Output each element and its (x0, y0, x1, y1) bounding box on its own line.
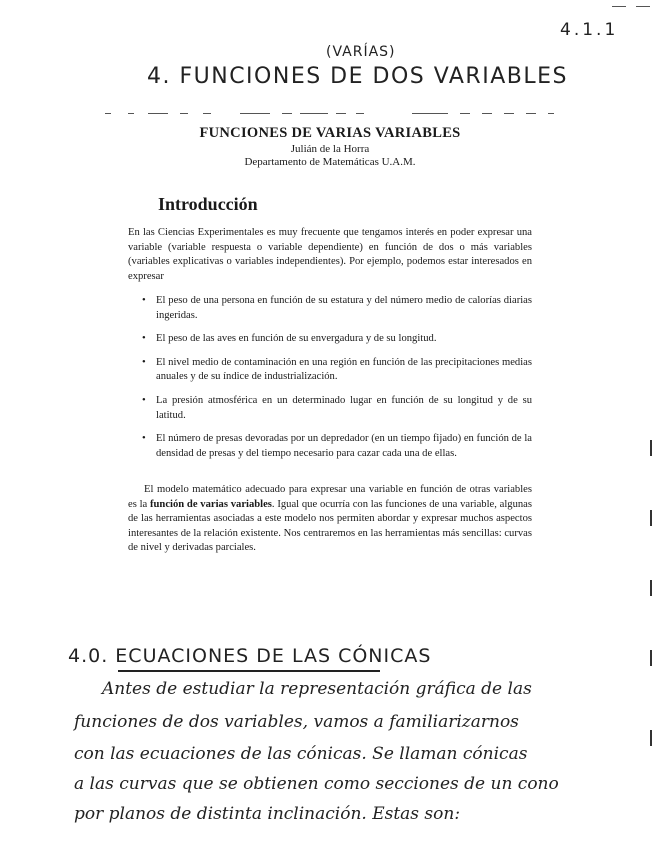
list-item: • El peso de una persona en función de su estatura y del número medio de calorías diarias ingeridas. (140, 294, 532, 323)
handwritten-line: por planos de distinta inclinación. Estas son: (74, 804, 461, 824)
list-item: • El número de presas devoradas por un depredador (en un tiempo fijado) en función de la densidad de presas y del tiempo necesario para cazar cada una de ellas. (140, 432, 532, 461)
handwritten-section-title: 4.0. ECUACIONES DE LAS CÓNICAS (68, 645, 432, 667)
doc-author: Julián de la Horra (290, 143, 370, 155)
closing-paragraph (128, 483, 532, 556)
page-number: 4.1.1 (560, 20, 619, 40)
example-list (140, 294, 532, 461)
closing-text-before: El modelo matemático adecuado para expresar una variable en función de otras variables es la (128, 484, 532, 510)
list-item: • El peso de las aves en función de su envergadura y de su longitud. (140, 332, 532, 347)
handwritten-line: Antes de estudiar la representación gráfica de las (102, 679, 532, 699)
intro-paragraph: En las Ciencias Experimentales es muy frecuente que tengamos interés en poder expresar una variable (variable respuesta o variable dependiente) en función de dos o más variables (variables explicativas o variables independientes). Por ejemplo, podemos estar interesados en expresar (128, 227, 532, 282)
section-heading: Introducción (158, 194, 258, 214)
varias-note: (VARÍAS) (326, 44, 396, 60)
edge-mark (650, 730, 652, 746)
edge-mark (650, 510, 652, 526)
doc-title: FUNCIONES DE VARIAS VARIABLES (199, 125, 461, 141)
edge-mark (650, 650, 652, 666)
list-item: • La presión atmosférica en un determinado lugar en función de su longitud y de su latitud. (140, 394, 532, 423)
edge-mark (650, 440, 652, 456)
doc-department: Departamento de Matemáticas U.A.M. (244, 156, 416, 168)
edge-mark (650, 580, 652, 596)
list-item: • El nivel medio de contaminación en una región en función de las precipitaciones medias anuales y de su índice de industrialización. (140, 356, 532, 385)
corner-mark (612, 6, 626, 7)
corner-mark (636, 6, 650, 7)
closing-bold-term: función de varias variables (150, 498, 272, 510)
chapter-title: 4. FUNCIONES DE DOS VARIABLES (147, 64, 568, 89)
handwritten-line: a las curvas que se obtienen como secciones de un cono (74, 774, 559, 794)
closing-text-after: . Igual que ocurría con las funciones de una variable, algunas de las herramientas asociadas a este modelo nos permiten abordar y expresar muchos aspectos interesantes de la relación existente. Nos centraremos en las herramientas más sencillas: curvas de nivel y derivadas parciales. (128, 498, 532, 554)
handwritten-line: con las ecuaciones de las cónicas. Se llaman cónicas (74, 744, 528, 764)
handwritten-line: funciones de dos variables, vamos a familiarizarnos (74, 712, 519, 732)
section-title-underline (118, 670, 380, 672)
